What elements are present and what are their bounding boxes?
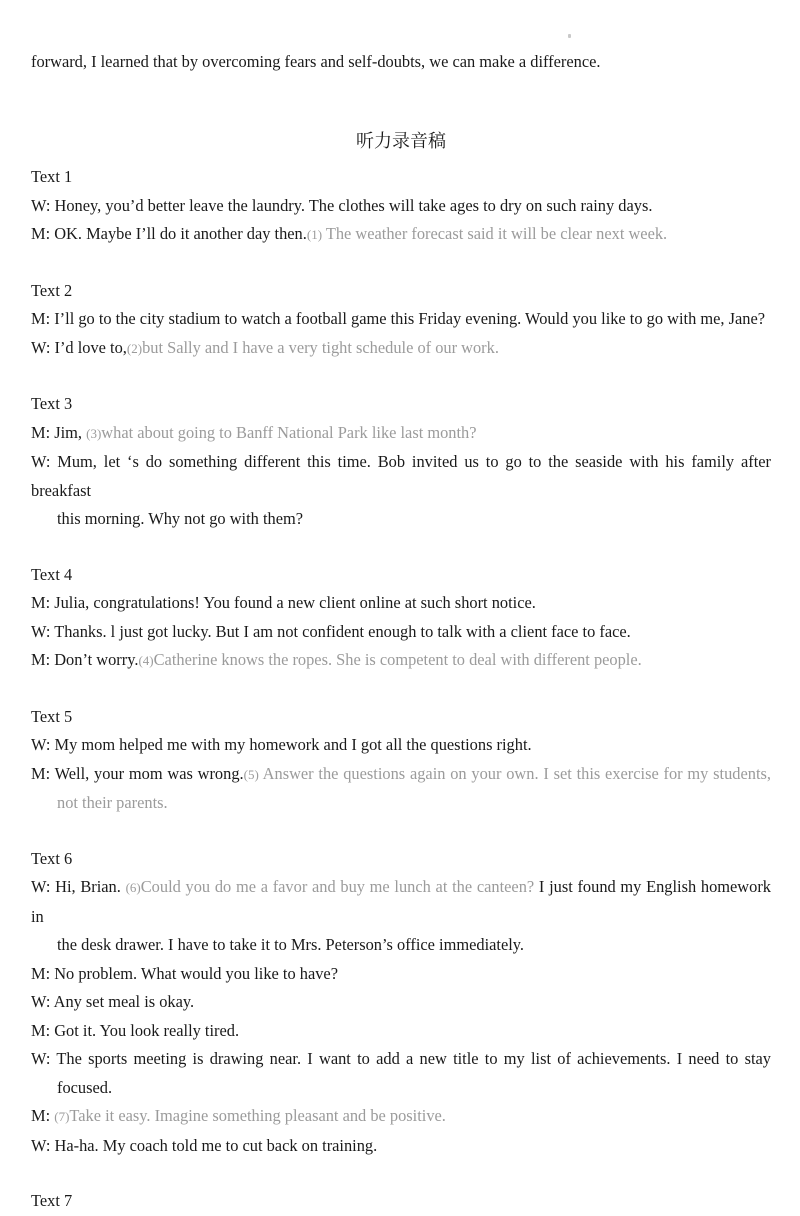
transcript-line (31, 220, 771, 250)
page-title: 听力录音稿 (356, 130, 446, 151)
line-segment: M: I’ll go to the city stadium to watch a football game this Friday evening. Would you like to go with me, Jane? (31, 309, 766, 328)
line-segment: W: My mom helped me with my homework and I got all the questions right. (31, 735, 532, 754)
transcript-line (31, 760, 771, 790)
line-segment: W: Mum, let ‘s do something different this time. Bob invited us to go to the seaside with his family after breakfast (31, 452, 771, 500)
transcript-line (31, 931, 771, 960)
transcript-section (31, 845, 771, 1161)
stray-mark (568, 34, 571, 38)
line-segment: M: OK. Maybe I’ll do it another day then. (31, 224, 307, 243)
line-segment: not their parents. (57, 793, 168, 812)
line-segment: W: I’d love to, (31, 337, 127, 357)
transcript-line (31, 618, 771, 647)
line-segment: W: The sports meeting is drawing near. I want to add a new title to my list of achievements. I need to stay (31, 1049, 771, 1068)
answer-number: (1) (306, 227, 323, 242)
line-segment: this morning. Why not go with them? (57, 509, 303, 528)
line-segment: The weather forecast said it will be clear next week. (322, 224, 668, 243)
line-segment: the desk drawer. I have to take it to Mrs. Peterson’s office immediately. (57, 935, 525, 954)
line-segment: W: Honey, you’d better leave the laundry. The clothes will take ages to dry on such rainy days. (31, 195, 653, 215)
line-segment: M: Julia, congratulations! You found a new client online at such short notice. (31, 593, 536, 612)
transcript-line (31, 589, 771, 618)
transcript-line (31, 505, 771, 534)
answer-number: (5) (243, 766, 259, 782)
transcript-section (31, 561, 771, 676)
line-segment: but Sally and I have a very tight schedule of our work. (142, 337, 499, 357)
section-title: Text 4 (31, 564, 73, 584)
line-segment: Could you do me a favor and buy me lunch at the canteen? (140, 877, 539, 896)
transcript-line (31, 448, 771, 505)
transcript-section (31, 163, 771, 250)
transcript-line (31, 789, 771, 818)
transcript-section (31, 390, 771, 534)
transcript-line (31, 1017, 771, 1046)
transcript-line (31, 873, 771, 931)
transcript-line (31, 960, 771, 989)
line-segment: M: (31, 1106, 55, 1125)
line-segment: I just found my English homework in (31, 877, 771, 926)
line-segment: W: Thanks. l just got lucky. But I am not confident enough to talk with a client face to face. (31, 621, 631, 641)
transcript-line (31, 646, 771, 676)
transcript-line (31, 192, 771, 221)
transcript-line (31, 334, 771, 364)
answer-number: (6) (125, 880, 141, 895)
section-title: Text 2 (31, 280, 73, 300)
transcript-section (31, 1187, 771, 1216)
answer-number: (2) (126, 340, 143, 356)
line-segment: what about going to Banff National Park like last month? (101, 422, 477, 442)
line-segment: M: Don’t worry. (31, 650, 139, 669)
transcript-sections (31, 163, 771, 1216)
transcript-section (31, 277, 771, 364)
line-segment: M: No problem. What would you like to have? (31, 963, 338, 983)
answer-number: (4) (138, 653, 154, 668)
transcript-section (31, 703, 771, 818)
intro-paragraph: forward, I learned that by overcoming fears and self-doubts, we can make a difference. (31, 52, 601, 71)
section-title: Text 1 (31, 167, 73, 186)
line-segment: M: Got it. You look really tired. (31, 1020, 240, 1040)
transcript-line (31, 1045, 771, 1074)
section-title: Text 6 (31, 848, 73, 868)
section-title: Text 5 (31, 706, 73, 726)
transcript-line (31, 1074, 771, 1103)
section-title: Text 3 (31, 394, 73, 413)
section-title: Text 7 (31, 1191, 73, 1210)
answer-number: (3) (86, 425, 102, 441)
transcript-line (31, 419, 771, 449)
transcript-line (31, 305, 771, 334)
line-segment: Take it easy. Imagine something pleasant and be positive. (69, 1106, 446, 1125)
line-segment: W: Hi, Brian. (31, 877, 126, 896)
answer-number: (7) (54, 1109, 70, 1124)
transcript-line (31, 988, 771, 1017)
transcript-line (31, 731, 771, 760)
line-segment: Catherine knows the ropes. She is competent to deal with different people. (153, 650, 642, 669)
transcript-line (31, 1132, 771, 1161)
line-segment: M: Jim, (31, 422, 87, 442)
line-segment: focused. (57, 1077, 113, 1097)
line-segment: W: Ha-ha. My coach told me to cut back on training. (31, 1135, 378, 1155)
line-segment: W: Any set meal is okay. (31, 992, 195, 1011)
line-segment: Answer the questions again on your own. I set this exercise for my students, (258, 763, 771, 783)
transcript-line (31, 1102, 771, 1132)
line-segment: M: Well, your mom was wrong. (31, 763, 244, 783)
